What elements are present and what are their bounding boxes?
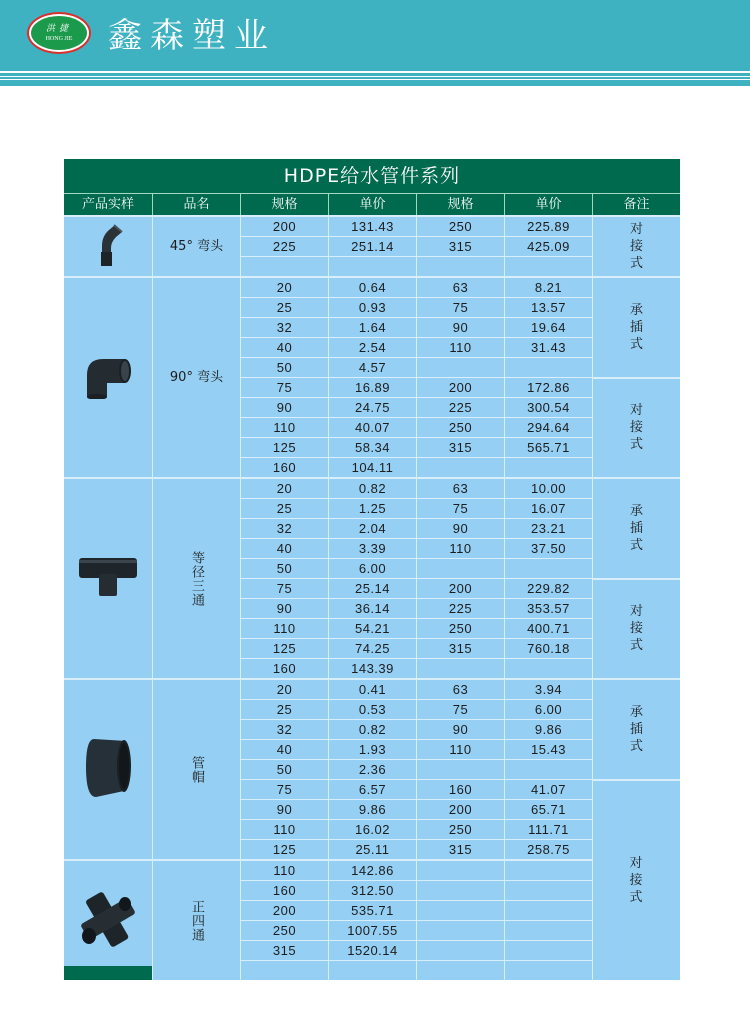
price-cell-2 [504, 861, 592, 880]
table-row [240, 940, 592, 960]
spec-cell: 40 [240, 740, 328, 759]
price-cell: 58.34 [328, 438, 416, 457]
price-cell-2 [504, 458, 592, 477]
remark-cell [592, 217, 680, 276]
price-cell: 24.75 [328, 398, 416, 417]
elbow-90-icon [83, 353, 133, 403]
price-cell: 0.82 [328, 720, 416, 739]
spec-cell-2: 250 [416, 619, 504, 638]
price-cell: 54.21 [328, 619, 416, 638]
header-stripe [0, 80, 750, 86]
spec-cell: 250 [240, 921, 328, 940]
price-cell-2: 16.07 [504, 499, 592, 518]
spec-cell-2 [416, 458, 504, 477]
spec-cell: 75 [240, 579, 328, 598]
spec-cell: 110 [240, 820, 328, 839]
product-group [64, 678, 680, 859]
product-group [64, 477, 680, 678]
product-sample-cell [64, 680, 152, 859]
price-cell: 3.39 [328, 539, 416, 558]
corner-accent-bar [64, 966, 152, 980]
price-cell-2: 9.86 [504, 720, 592, 739]
table-header-row [64, 193, 680, 215]
spec-cell-2: 75 [416, 700, 504, 719]
spec-cell: 20 [240, 278, 328, 297]
table-row [240, 479, 592, 498]
price-cell-2: 37.50 [504, 539, 592, 558]
price-cell-2: 760.18 [504, 639, 592, 658]
spec-price-rows [240, 278, 592, 477]
spec-cell-2: 250 [416, 418, 504, 437]
spec-cell: 32 [240, 720, 328, 739]
price-cell: 1.64 [328, 318, 416, 337]
header-stripe [0, 77, 750, 79]
spec-cell-2 [416, 901, 504, 920]
spec-cell-2: 315 [416, 237, 504, 256]
col-header-price: 单价 [328, 194, 416, 215]
price-cell-2: 400.71 [504, 619, 592, 638]
table-row [240, 719, 592, 739]
spec-cell: 75 [240, 780, 328, 799]
price-cell-2: 225.89 [504, 217, 592, 236]
table-row [240, 699, 592, 719]
spec-cell [240, 257, 328, 276]
price-cell: 6.00 [328, 559, 416, 578]
table-row [240, 377, 592, 397]
price-cell-2: 10.00 [504, 479, 592, 498]
product-name: 管帽 [152, 680, 240, 859]
logo-cn-text: 洪捷 [45, 23, 72, 34]
spec-cell-2: 160 [416, 780, 504, 799]
equal-tee-icon [77, 556, 139, 602]
price-cell: 1.93 [328, 740, 416, 759]
price-cell: 1007.55 [328, 921, 416, 940]
spec-cell-2: 90 [416, 519, 504, 538]
spec-price-rows [240, 680, 592, 859]
table-row [240, 357, 592, 377]
spec-cell: 50 [240, 760, 328, 779]
table-row [240, 457, 592, 477]
spec-cell-2 [416, 760, 504, 779]
spec-cell-2: 315 [416, 840, 504, 859]
product-group [64, 215, 680, 276]
spec-cell: 90 [240, 599, 328, 618]
remark-text: 对接式 [629, 856, 643, 905]
spec-cell-2: 225 [416, 599, 504, 618]
price-cell: 535.71 [328, 901, 416, 920]
table-row [240, 799, 592, 819]
spec-price-rows [240, 217, 592, 276]
price-cell-2: 294.64 [504, 418, 592, 437]
price-cell: 25.14 [328, 579, 416, 598]
price-cell: 1520.14 [328, 941, 416, 960]
elbow-45-icon [93, 222, 123, 272]
spec-cell-2 [416, 257, 504, 276]
table-row [240, 538, 592, 558]
spec-cell-2: 63 [416, 479, 504, 498]
product-sample-cell [64, 217, 152, 276]
spec-cell: 110 [240, 861, 328, 880]
price-cell: 104.11 [328, 458, 416, 477]
price-cell-2 [504, 760, 592, 779]
table-row [240, 739, 592, 759]
spec-cell: 110 [240, 418, 328, 437]
product-name: 正四通 [152, 861, 240, 980]
price-cell-2 [504, 358, 592, 377]
spec-cell-2: 90 [416, 318, 504, 337]
table-row [240, 317, 592, 337]
col-header-price-2: 单价 [504, 194, 592, 215]
spec-cell: 32 [240, 318, 328, 337]
product-sample-cell [64, 861, 152, 980]
remark-cell [592, 278, 680, 477]
remark-block [593, 278, 680, 377]
remark-block [593, 479, 680, 578]
spec-cell: 160 [240, 881, 328, 900]
pipe-cap-icon [84, 735, 132, 805]
spec-cell: 125 [240, 639, 328, 658]
spec-cell: 40 [240, 338, 328, 357]
price-cell-2: 6.00 [504, 700, 592, 719]
price-cell-2: 353.57 [504, 599, 592, 618]
spec-cell: 225 [240, 237, 328, 256]
spec-cell-2: 315 [416, 438, 504, 457]
spec-cell-2 [416, 941, 504, 960]
price-cell-2 [504, 901, 592, 920]
price-cell-2: 3.94 [504, 680, 592, 699]
spec-cell: 50 [240, 358, 328, 377]
header-banner [0, 0, 750, 71]
remark-text: 对接式 [629, 402, 643, 452]
spec-cell: 25 [240, 700, 328, 719]
table-row [240, 839, 592, 859]
spec-cell-2: 250 [416, 820, 504, 839]
remark-block [593, 217, 680, 276]
remark-block [593, 578, 680, 676]
col-header-remark: 备注 [592, 194, 680, 215]
price-cell-2 [504, 961, 592, 980]
price-cell: 40.07 [328, 418, 416, 437]
spec-price-rows [240, 479, 592, 678]
cross-icon [79, 890, 137, 952]
spec-cell: 160 [240, 458, 328, 477]
table-row [240, 256, 592, 276]
price-cell-2: 111.71 [504, 820, 592, 839]
spec-price-rows [240, 861, 592, 980]
product-name: 45° 弯头 [152, 217, 240, 276]
table-row [240, 397, 592, 417]
table-row [240, 297, 592, 317]
spec-cell: 50 [240, 559, 328, 578]
price-cell-2 [504, 881, 592, 900]
price-cell-2: 31.43 [504, 338, 592, 357]
spec-cell: 75 [240, 378, 328, 397]
price-cell: 6.57 [328, 780, 416, 799]
spec-cell-2 [416, 559, 504, 578]
spec-cell: 20 [240, 479, 328, 498]
table-row [240, 417, 592, 437]
spec-cell-2 [416, 358, 504, 377]
table-row [240, 920, 592, 940]
remark-text: 承插式 [629, 303, 643, 352]
spec-cell: 125 [240, 840, 328, 859]
price-cell: 2.36 [328, 760, 416, 779]
price-cell-2: 300.54 [504, 398, 592, 417]
remark-text: 承插式 [629, 705, 643, 754]
product-sample-cell [64, 278, 152, 477]
table-row [240, 900, 592, 920]
price-cell: 36.14 [328, 599, 416, 618]
price-cell: 2.54 [328, 338, 416, 357]
price-cell: 0.53 [328, 700, 416, 719]
remark-text: 对接式 [629, 222, 643, 271]
spec-cell-2: 75 [416, 499, 504, 518]
spec-cell: 25 [240, 499, 328, 518]
brand-name: 鑫森塑业 [108, 16, 276, 56]
remark-text: 承插式 [629, 504, 643, 553]
spec-cell: 90 [240, 398, 328, 417]
product-name: 90° 弯头 [152, 278, 240, 477]
spec-cell: 40 [240, 539, 328, 558]
table-row [240, 598, 592, 618]
col-header-spec: 规格 [240, 194, 328, 215]
col-header-spec-2: 规格 [416, 194, 504, 215]
remark-text: 对接式 [629, 603, 643, 653]
spec-cell-2: 63 [416, 278, 504, 297]
price-cell-2: 425.09 [504, 237, 592, 256]
remark-block [593, 377, 680, 475]
table-row [240, 779, 592, 799]
price-cell: 142.86 [328, 861, 416, 880]
price-cell: 0.82 [328, 479, 416, 498]
remark-block [593, 680, 680, 779]
table-row [240, 861, 592, 880]
table-row [240, 217, 592, 236]
product-group [64, 859, 680, 980]
table-row [240, 618, 592, 638]
price-cell: 251.14 [328, 237, 416, 256]
spec-cell: 110 [240, 619, 328, 638]
spec-cell [240, 961, 328, 980]
price-cell: 4.57 [328, 358, 416, 377]
spec-cell: 90 [240, 800, 328, 819]
col-header-sample: 产品实样 [81, 197, 134, 212]
price-cell-2 [504, 941, 592, 960]
price-cell: 9.86 [328, 800, 416, 819]
spec-cell-2: 110 [416, 740, 504, 759]
price-cell [328, 257, 416, 276]
table-row [240, 960, 592, 980]
spec-cell-2: 110 [416, 539, 504, 558]
price-cell: 16.02 [328, 820, 416, 839]
price-cell-2 [504, 257, 592, 276]
spec-cell: 315 [240, 941, 328, 960]
spec-cell-2 [416, 659, 504, 678]
spec-cell-2 [416, 961, 504, 980]
price-cell: 0.64 [328, 278, 416, 297]
remark-cell [592, 479, 680, 678]
spec-cell-2 [416, 861, 504, 880]
price-cell-2: 13.57 [504, 298, 592, 317]
spec-cell-2: 225 [416, 398, 504, 417]
spec-cell-2: 110 [416, 338, 504, 357]
price-cell-2: 229.82 [504, 579, 592, 598]
spec-cell-2: 75 [416, 298, 504, 317]
spec-cell: 125 [240, 438, 328, 457]
table-row [240, 680, 592, 699]
table-body [64, 215, 680, 980]
spec-cell-2: 315 [416, 639, 504, 658]
table-row [240, 880, 592, 900]
table-row [240, 638, 592, 658]
price-cell-2: 23.21 [504, 519, 592, 538]
product-group [64, 276, 680, 477]
price-cell-2: 65.71 [504, 800, 592, 819]
price-cell-2: 258.75 [504, 840, 592, 859]
table-row [240, 437, 592, 457]
price-cell: 312.50 [328, 881, 416, 900]
price-cell: 16.89 [328, 378, 416, 397]
company-logo [27, 12, 91, 54]
spec-cell-2: 200 [416, 800, 504, 819]
spec-cell: 20 [240, 680, 328, 699]
product-name: 等径三通 [152, 479, 240, 678]
price-cell: 2.04 [328, 519, 416, 538]
price-cell-2: 8.21 [504, 278, 592, 297]
price-cell-2: 172.86 [504, 378, 592, 397]
price-cell-2: 15.43 [504, 740, 592, 759]
header-stripe [0, 73, 750, 76]
price-cell [328, 961, 416, 980]
price-cell: 0.93 [328, 298, 416, 317]
table-row [240, 337, 592, 357]
spec-cell-2 [416, 921, 504, 940]
col-header-name: 品名 [152, 194, 240, 215]
table-row [240, 236, 592, 256]
remark-shared-butt-joint [592, 781, 680, 980]
spec-cell: 25 [240, 298, 328, 317]
table-row [240, 759, 592, 779]
spec-cell: 200 [240, 901, 328, 920]
spec-cell-2: 200 [416, 378, 504, 397]
table-row [240, 518, 592, 538]
price-cell-2: 19.64 [504, 318, 592, 337]
table-row [240, 278, 592, 297]
price-cell: 131.43 [328, 217, 416, 236]
price-cell-2: 41.07 [504, 780, 592, 799]
spec-cell-2: 250 [416, 217, 504, 236]
table-row [240, 819, 592, 839]
spec-cell: 200 [240, 217, 328, 236]
spec-cell-2 [416, 881, 504, 900]
logo-en-text: HONG JIE [45, 35, 73, 42]
price-table [64, 159, 680, 980]
price-cell: 74.25 [328, 639, 416, 658]
spec-cell-2: 90 [416, 720, 504, 739]
price-cell: 143.39 [328, 659, 416, 678]
price-cell-2 [504, 659, 592, 678]
spec-cell-2: 200 [416, 579, 504, 598]
price-cell-2 [504, 559, 592, 578]
price-cell: 0.41 [328, 680, 416, 699]
spec-cell: 160 [240, 659, 328, 678]
table-row [240, 578, 592, 598]
spec-cell: 32 [240, 519, 328, 538]
price-cell: 25.11 [328, 840, 416, 859]
price-cell: 1.25 [328, 499, 416, 518]
table-title: HDPE给水管件系列 [64, 159, 680, 193]
table-row [240, 498, 592, 518]
product-sample-cell [64, 479, 152, 678]
price-cell-2 [504, 921, 592, 940]
price-cell-2: 565.71 [504, 438, 592, 457]
table-row [240, 658, 592, 678]
table-row [240, 558, 592, 578]
spec-cell-2: 63 [416, 680, 504, 699]
